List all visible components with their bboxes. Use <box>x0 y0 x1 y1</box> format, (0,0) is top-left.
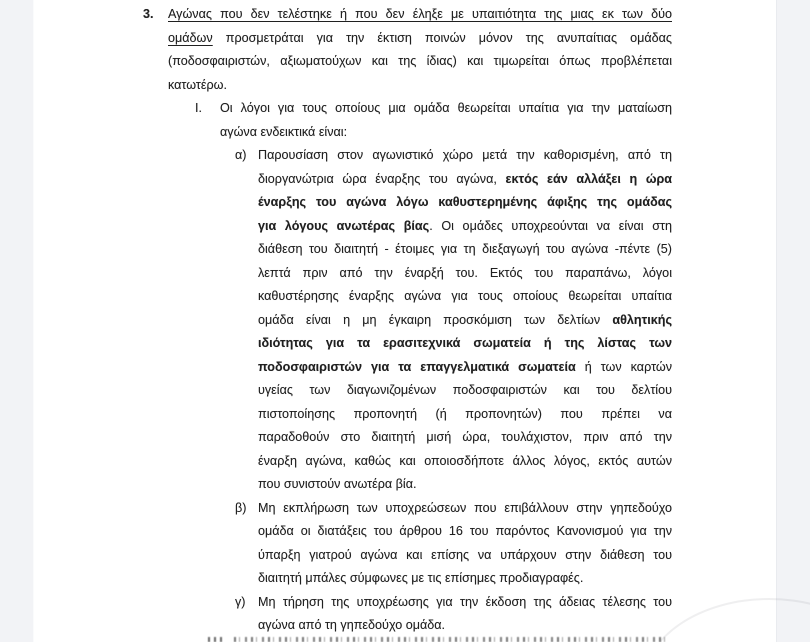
doc-block-item-beta <box>0 497 777 591</box>
text-line <box>220 97 672 121</box>
body-text: κατωτέρω. <box>168 77 227 92</box>
body-text: λεπτά πριν από την έναρξή του. Εκτός του παραπάνω, λόγοι <box>258 265 672 280</box>
body-text: ομάδα είναι η μη έγκαιρη προσκόμιση των δελτίων <box>258 312 613 327</box>
doc-block-item-3 <box>0 3 777 97</box>
page-margin-right <box>776 0 810 642</box>
text-line <box>258 614 672 638</box>
text-line <box>168 74 672 98</box>
text-line <box>258 426 672 450</box>
text-line <box>258 520 672 544</box>
cutoff-text-line <box>234 637 668 642</box>
underlined-text: Αγώνας που δεν τελέστηκε ή που δεν έληξε με υπαιτιότητα της μιας εκ των δύο <box>168 7 672 21</box>
text-line <box>258 379 672 403</box>
text-line <box>258 544 672 568</box>
text-line <box>258 450 672 474</box>
cutoff-line-marker <box>208 637 226 642</box>
body-text: παραδοθούν στο διαιτητή μισή ώρα, τουλάχιστον, πριν από την <box>258 430 672 444</box>
body-text: καθυστέρησης έναρξης αγώνα για τους οποίους θεωρείται υπαίτια <box>258 289 672 303</box>
doc-block-item-alpha <box>0 144 777 497</box>
text-line <box>258 168 672 192</box>
bold-text: έναρξης του αγώνα λόγω καθυστερημένης άφιξης της ομάδας <box>258 195 672 209</box>
text-line <box>258 144 672 168</box>
body-text: Οι λόγοι για τους οποίους μια ομάδα θεωρείται υπαίτια για την ματαίωση <box>220 101 672 115</box>
list-marker-item-I: I. <box>195 101 202 115</box>
text-line <box>258 591 672 615</box>
paragraph-item-alpha <box>258 144 672 497</box>
text-line <box>258 215 672 239</box>
list-marker-item-gamma: γ) <box>235 594 246 609</box>
doc-block-item-gamma <box>0 591 777 638</box>
text-line <box>168 27 672 51</box>
body-text: (ποδοσφαιριστών, αξιωματούχων και της ίδιας) και τιμωρείται όπως προβλέπεται <box>168 54 672 68</box>
text-line <box>258 285 672 309</box>
paragraph-item-I <box>220 97 672 144</box>
doc-block-item-I <box>0 97 777 144</box>
body-text: . Οι ομάδες υποχρεούνται να είναι στη <box>429 218 672 233</box>
body-text: ομάδα οι διατάξεις του άρθρου 16 του παρόντος Κανονισμού για την <box>258 524 672 538</box>
body-text: πιστοποίησης προπονητή (ή προπονητών) που πρέπει να <box>258 406 672 421</box>
list-marker-item-3: 3. <box>143 7 154 21</box>
text-line <box>258 332 672 356</box>
underlined-text: ομάδων <box>168 30 213 45</box>
body-text: ύπαρξη γιατρού αγώνα και επίσης να υπάρχουν στην διάθεση του <box>258 547 672 562</box>
bold-text: ιδιότητας για τα ερασιτεχνικά σωματεία ή της λίστας των <box>258 336 672 350</box>
body-text: διοργανώτρια ώρα έναρξης του αγώνα, <box>258 171 506 186</box>
body-text: έναρξη αγώνα, καθώς και οποιοσδήποτε άλλος λόγος, εκτός αυτών <box>258 453 672 468</box>
body-text: διαιτητή μπάλες σύμφωνες με τις επίσημες προδιαγραφές. <box>258 571 584 585</box>
text-line <box>258 191 672 215</box>
body-text: υγείας των διαγωνιζομένων ποδοσφαιριστών και του δελτίου <box>258 383 672 397</box>
body-text: που συνιστούν ανωτέρα βία. <box>258 477 417 491</box>
paragraph-item-3 <box>168 3 672 97</box>
bold-text: αθλητικής <box>612 312 672 327</box>
paragraph-item-gamma <box>258 591 672 638</box>
text-line <box>258 497 672 521</box>
text-line <box>258 262 672 286</box>
text-line <box>258 403 672 427</box>
body-text: αγώνα ενδεικτικά είναι: <box>220 124 348 139</box>
bold-text: εκτός εάν αλλάξει η ώρα <box>505 171 672 186</box>
bold-text: ποδοσφαιριστών για τα επαγγελματικά σωματεία <box>258 359 576 374</box>
document-body <box>0 3 777 638</box>
text-line <box>258 238 672 262</box>
body-text: ή των καρτών <box>575 359 672 374</box>
text-line <box>258 567 672 591</box>
text-line <box>168 50 672 74</box>
body-text: Μη τήρηση της υποχρέωσης για την έκδοση της άδειας τέλεσης του <box>258 594 672 609</box>
text-line <box>258 309 672 333</box>
body-text: διάθεση του διαιτητή - έτοιμες για τη διεξαγωγή του αγώνα -πέντε (5) <box>258 242 672 256</box>
text-line <box>258 473 672 497</box>
text-line <box>258 356 672 380</box>
text-line <box>168 3 672 27</box>
body-text: αγώνα από τη γηπεδούχο ομάδα. <box>258 618 446 632</box>
body-text: Παρουσίαση στον αγωνιστικό χώρο μετά την καθορισμένη, από τη <box>258 148 672 162</box>
body-text: Μη εκπλήρωση των υποχρεώσεων που επιβάλλουν στην γηπεδούχο <box>258 500 672 515</box>
body-text: προσμετράται για την έκτιση ποινών μόνον της ανυπαίτιας ομάδας <box>212 30 672 45</box>
list-marker-item-beta: β) <box>235 500 247 515</box>
bold-text: για λόγους ανωτέρας βίας <box>258 218 430 233</box>
text-line <box>220 121 672 145</box>
list-marker-item-alpha: α) <box>235 148 247 162</box>
paragraph-item-beta <box>258 497 672 591</box>
